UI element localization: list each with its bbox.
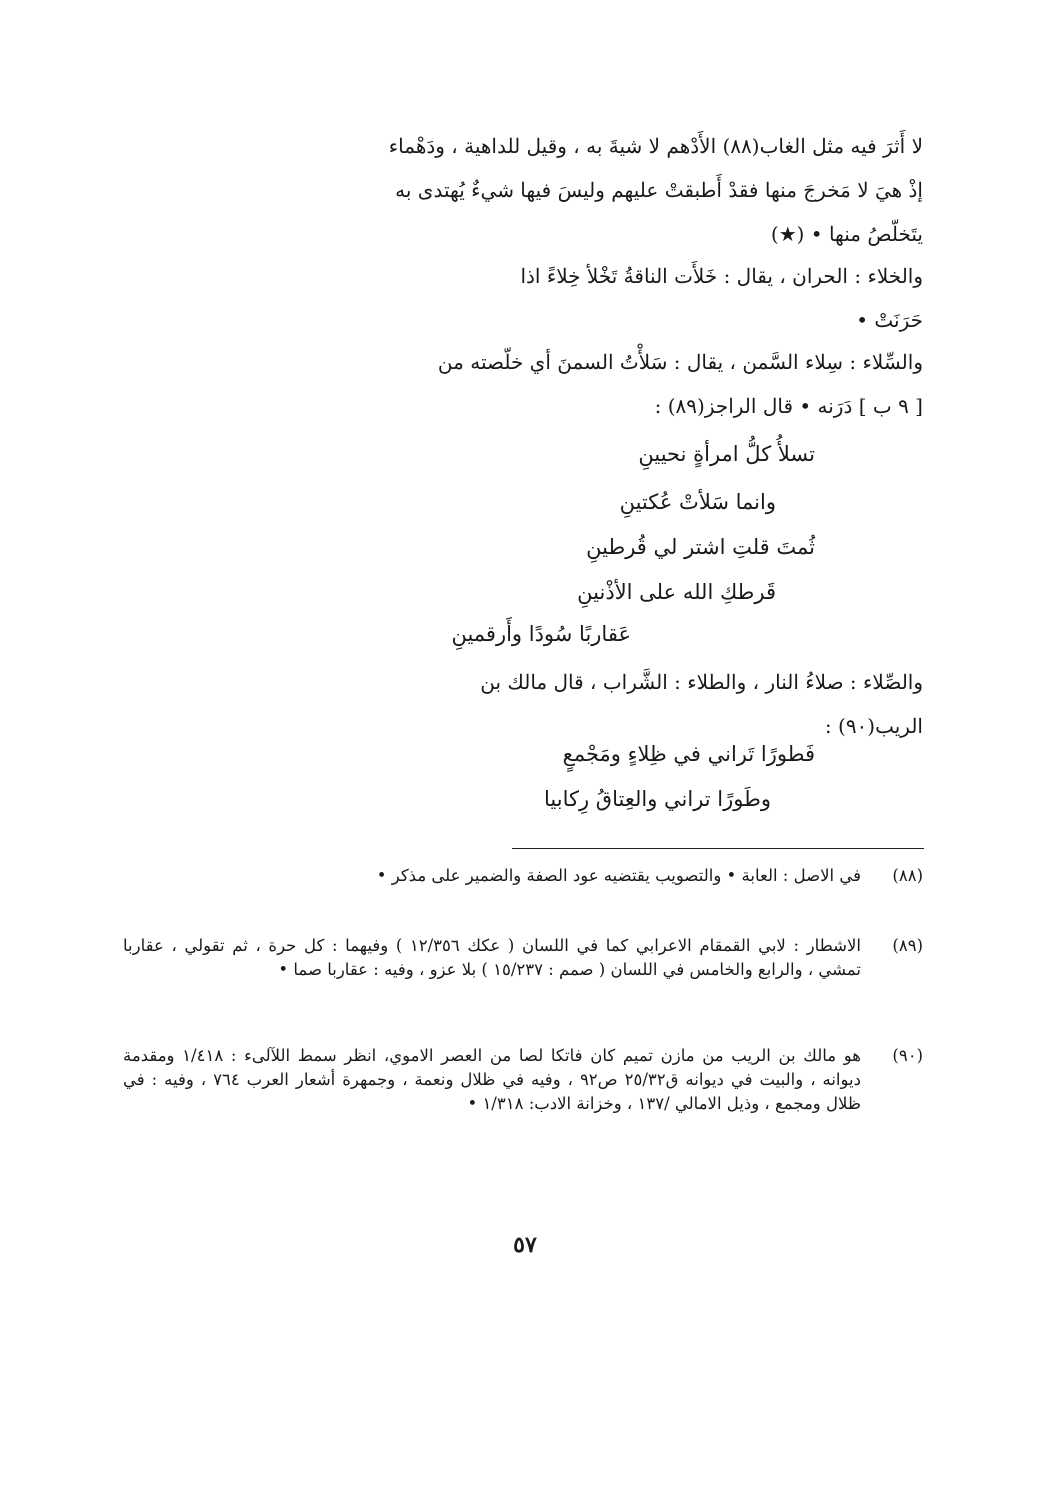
text-line: والصِّلاء : صلاءُ النار ، والطلاء : الشَّراب ، قال مالك بن (480, 670, 923, 694)
footnote-90 (123, 1044, 923, 1116)
footnote-text: هو مالك بن الريب من مازن تميم كان فاتكا لصا من العصر الاموي، انظر سمط اللآلىء : ١/٤١٨ ومقدمة ديوانه ، والبيت في ديوانه ق٢٥/٣٢ ص٩٢ ، وفيه في ظلال ونعمة ، وجمهرة أشعار العرب ٧٦٤ ، وفيه : في ظلال ومجمع ، وذيل الامالي /١٣٧ ، وخزانة الادب: ١/٣١٨ • (123, 1046, 861, 1113)
text-line: يتَخلّصُ منها • (★) (770, 222, 923, 246)
text-line: والسِّلاء : سِلاء السَّمن ، يقال : سَلأْتُ السمنَ أي خلّصته من (437, 350, 923, 374)
text-line: إذْ هيَ لا مَخرجَ منها فقدْ أَطبقتْ عليهم وليسَ فيها شيءٌ يُهتدى به (395, 178, 923, 202)
verse-line: عَقاربًا سُودًا وأَرقمينِ (451, 622, 631, 646)
paragraph-khila (133, 254, 923, 342)
verse-line: ثُمتَ قلتِ اشتر لي قُرطينِ (586, 535, 815, 559)
paragraph-sila-fire (133, 660, 923, 748)
page-number: ٥٧ (513, 1232, 537, 1258)
footnote-number: (٨٩) (892, 936, 923, 955)
verse-line: وطَورًا تراني والعِتاقُ رِكابيا (544, 787, 771, 811)
verse-line: قَرطكِ الله على الأذْنينِ (577, 580, 776, 604)
paragraph-sila (133, 340, 923, 428)
text-line: لا أَثرَ فيه مثل الغاب(٨٨) الأَدْهم لا شيةَ به ، وقيل للداهية ، ودَهْماء (388, 134, 923, 158)
paragraph-dahma (133, 124, 923, 256)
verse-line: فَطورًا تَراني في ظِلاءٍ ومَجْمعٍ (562, 742, 815, 766)
text-line: الريب(٩٠) : (824, 714, 923, 738)
footnote-89 (123, 934, 923, 982)
footnote-number: (٨٨) (892, 866, 923, 885)
verse-line: تسلأُ كلُّ امرأةٍ نحيينِ (638, 442, 815, 466)
footnote-88 (123, 864, 923, 888)
footnote-text: الاشطار : لابي القمقام الاعرابي كما في اللسان ( عكك ١٢/٣٥٦ ) وفيهما : كل حرة ، ثم تقولي ، عقاربا تمشي ، والرابع والخامس في اللسان ( صمم : ١٥/٢٣٧ ) بلا عزو ، وفيه : عقاربا صما • (123, 936, 861, 979)
text-line: [ ٩ ب ] دَرَنه • قال الراجز(٨٩) : (654, 394, 923, 418)
footnote-number: (٩٠) (892, 1046, 923, 1065)
text-line: حَرَنَتْ • (856, 308, 923, 332)
footnote-text: في الاصل : العابة • والتصويب يقتضيه عود الصفة والضمير على مذكر • (376, 866, 861, 885)
text-line: والخلاء : الحران ، يقال : خَلأَت الناقةُ تَخْلأ خِلاءً اذا (520, 264, 923, 288)
footnote-divider (512, 848, 924, 849)
verse-line: وانما سَلأتْ عُكتينِ (619, 490, 776, 514)
